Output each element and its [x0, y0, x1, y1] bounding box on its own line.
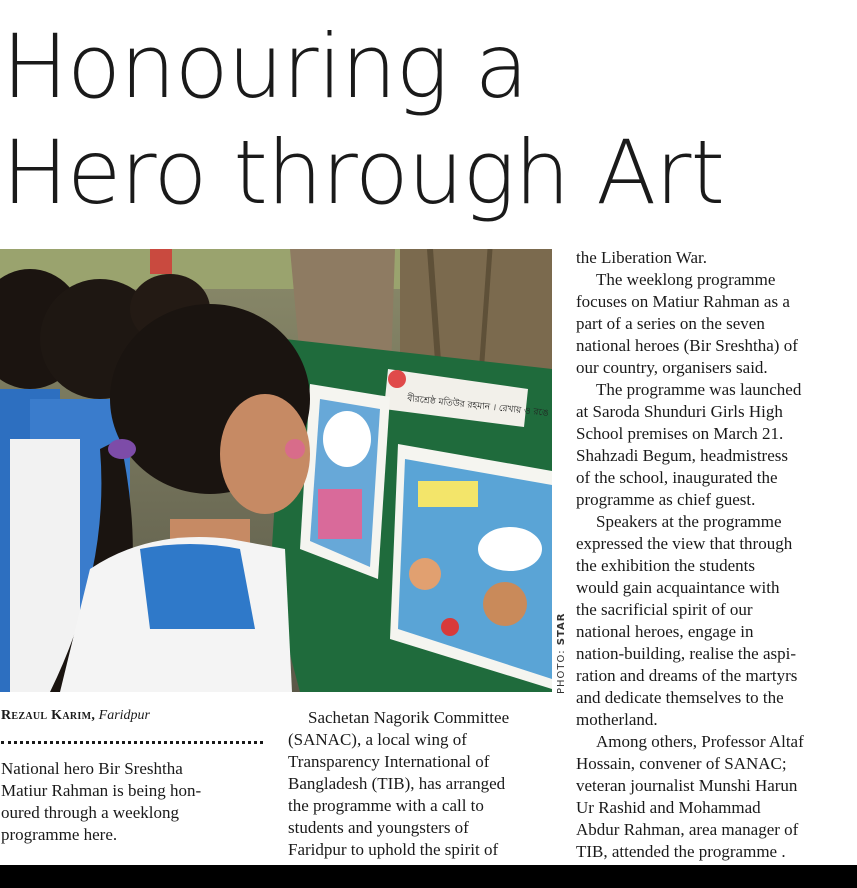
- text-line: of the school, inaugurated the: [576, 468, 778, 487]
- banner-text: বীরশ্রেষ্ঠ মতিউর রহমান । রেখায় ও রঙে: [406, 394, 550, 419]
- text-line: ration and dreams of the martyrs: [576, 666, 798, 685]
- text-line: focuses on Matiur Rahman as a: [576, 292, 790, 311]
- paragraph-4: [576, 379, 844, 511]
- bottom-bar: [0, 865, 857, 888]
- byline-name: Rezaul Karim,: [1, 708, 96, 723]
- text-line: School premises on March 21.: [576, 424, 784, 443]
- text-line: programme here.: [1, 825, 118, 844]
- text-line: Hossain, convener of SANAC;: [576, 754, 787, 773]
- text-line: would gain acquaintance with: [576, 578, 780, 597]
- text-line: expressed the view that through: [576, 534, 793, 553]
- photo-credit-name: STAR: [556, 612, 567, 646]
- text-line: TIB, attended the programme .: [576, 842, 786, 861]
- text-line: oured through a weeklong: [1, 803, 179, 822]
- paragraph-2-continued: [576, 247, 844, 269]
- photo-credit-prefix: PHOTO:: [556, 649, 567, 694]
- article-column-3: [576, 247, 844, 863]
- text-line: motherland.: [576, 710, 658, 729]
- text-line: our country, organisers said.: [576, 358, 768, 377]
- text-line: and dedicate themselves to the: [576, 688, 784, 707]
- headline-line-1: Honouring a: [2, 15, 528, 118]
- headline: [2, 14, 724, 226]
- text-line: programme as chief guest.: [576, 490, 756, 509]
- text-line: Abdur Rahman, area manager of: [576, 820, 799, 839]
- text-line: the sacrificial spirit of our: [576, 600, 753, 619]
- text-line: the programme with a call to: [288, 796, 484, 815]
- text-line: Matiur Rahman is being hon-: [1, 781, 202, 800]
- byline-place: Faridpur: [98, 708, 150, 723]
- byline-divider: [1, 738, 263, 744]
- text-line: (SANAC), a local wing of: [288, 730, 467, 749]
- article-column-2: [288, 707, 553, 861]
- photo-credit: [556, 613, 567, 694]
- text-line: Among others, Professor Altaf: [596, 732, 804, 751]
- text-line: nation-building, realise the aspi-: [576, 644, 796, 663]
- paragraph-5: [576, 511, 844, 731]
- text-line: Bangladesh (TIB), has arranged: [288, 774, 506, 793]
- article-photo: [0, 249, 552, 692]
- paragraph-3: [576, 269, 844, 379]
- text-line: part of a series on the seven: [576, 314, 765, 333]
- text-line: Transparency International of: [288, 752, 490, 771]
- text-line: national heroes, engage in: [576, 622, 754, 641]
- article-column-1: [1, 706, 263, 846]
- headline-line-2: Hero through Art: [2, 121, 724, 224]
- text-line: Speakers at the programme: [596, 512, 782, 531]
- text-line: Faridpur to uphold the spirit of: [288, 840, 499, 859]
- paragraph-2: [288, 707, 553, 861]
- text-line: national heroes (Bir Sreshtha) of: [576, 336, 798, 355]
- text-line: Ur Rashid and Mohammad: [576, 798, 761, 817]
- text-line: at Saroda Shunduri Girls High: [576, 402, 783, 421]
- byline: [1, 706, 263, 726]
- text-line: students and youngsters of: [288, 818, 469, 837]
- text-line: The programme was launched: [596, 380, 802, 399]
- paragraph-6: [576, 731, 844, 863]
- text-line: the exhibition the students: [576, 556, 755, 575]
- paragraph-1: [1, 758, 263, 846]
- text-line: The weeklong programme: [596, 270, 776, 289]
- text-line: National hero Bir Sreshtha: [1, 759, 183, 778]
- text-line: the Liberation War.: [576, 248, 707, 267]
- text-line: Shahzadi Begum, headmistress: [576, 446, 788, 465]
- text-line: Sachetan Nagorik Committee: [308, 708, 510, 727]
- text-line: veteran journalist Munshi Harun: [576, 776, 798, 795]
